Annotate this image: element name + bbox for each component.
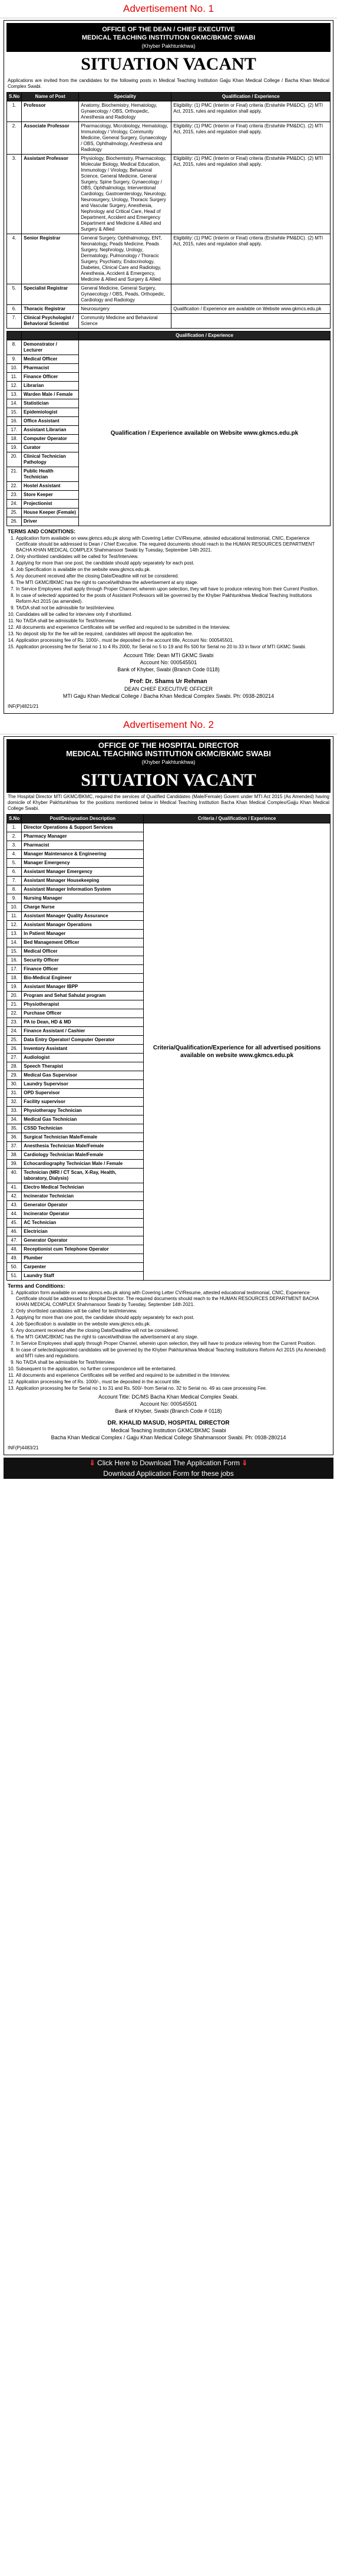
- ad2-col-post: Post/Designation Description: [22, 815, 144, 823]
- table-row: [7, 314, 331, 329]
- row-number: 34.: [7, 1115, 22, 1124]
- ad2-terms-list: [6, 1290, 331, 1392]
- post-designation: Bed Management Officer: [22, 938, 144, 947]
- row-number: 4.: [7, 850, 22, 859]
- post-designation: Plumber: [22, 1254, 144, 1263]
- row-number: 19.: [7, 983, 22, 992]
- row-number: 9.: [7, 894, 22, 903]
- list-number: 23.: [7, 491, 22, 500]
- row-number: 16.: [7, 956, 22, 965]
- post-designation: Technician (MRI / CT Scan, X-Ray, Health, laboratory, Dialysis): [22, 1169, 144, 1183]
- term-item: 10. Candidates will be called for interview only if shortlisted.: [16, 612, 328, 618]
- row-number: 28.: [7, 1062, 22, 1071]
- table-row: [7, 305, 331, 314]
- ad1-posts-table: [6, 92, 331, 329]
- row-number: 5.: [7, 859, 22, 868]
- term-item: 12. All documents and experience Certificates will be verified and required to be submitted in the Interview.: [16, 625, 328, 631]
- row-number: 5.: [7, 284, 22, 305]
- ad2-province: (Khyber Pakhtunkhwa): [141, 759, 196, 765]
- ad2-posts-table: [6, 814, 331, 1281]
- post-designation: Laundry Staff: [22, 1272, 144, 1281]
- advertisement-2: [4, 736, 333, 1455]
- ad1-heading: Advertisement No. 1: [0, 0, 337, 18]
- list-post: Driver: [22, 517, 79, 526]
- list-post: Warden Male / Female: [22, 390, 79, 399]
- ad1-title: SITUATION VACANT: [81, 54, 256, 74]
- list-post: Assistant Librarian: [22, 426, 79, 435]
- post-designation: PA to Dean, HD & MD: [22, 1018, 144, 1027]
- list-post: Pharmacist: [22, 364, 79, 373]
- row-number: 1.: [7, 823, 22, 832]
- post-designation: Receptionist cum Telephone Operator: [22, 1245, 144, 1254]
- ad2-ipr: INF(P)4483/21: [8, 1445, 39, 1451]
- list-post: Computer Operator: [22, 435, 79, 444]
- post-designation: Inventory Assistant: [22, 1045, 144, 1054]
- row-number: 50.: [7, 1263, 22, 1272]
- download-link-1[interactable]: [4, 1458, 333, 1468]
- post-speciality: Pharmacology, Microbiology, Hematology, Immunology / Virology, Community Medicine, General Surgery, Gynaecology / OBS, Ophthalmology, Anesthesia and Radiology: [79, 122, 171, 155]
- post-speciality: Physiology, Biochemistry, Pharmacology, Molecular Biology, Medical Education, Immunology / Virology, Behavioral Science, General Medicine, General Surgery, Spine Surgery, Gynaecology / OBS, Ophthalmology, Interventional Cardiology, Gastroenterology, Neurology, Neurosurgery, Urology, Thoracic Surgery and Vascular Surgery, Anesthesia, Nephrology and Critical Care, Head of Department, Accident and Emergency Department and Medicine & Allied and Surgery & Allied: [79, 155, 171, 234]
- ad2-bank: [6, 1392, 331, 1416]
- col-speciality: Speciality: [79, 93, 171, 101]
- term-item: 5. Any document received after the closing Date/Deadline will not be considered.: [16, 1328, 328, 1334]
- post-qualification: [171, 314, 331, 329]
- criteria-note: Criteria/Qualification/Experience for all advertised positions available on website www.gkmcs.edu.pk: [144, 823, 331, 1281]
- post-designation: Speech Therapist: [22, 1062, 144, 1071]
- term-item: 6. The MTI GKMC/BKMC has the right to cancel/withdraw the advertisement at any stage.: [16, 1334, 328, 1340]
- list-post: Demonstrator / Lecturer: [22, 340, 79, 355]
- list-number: 12.: [7, 382, 22, 390]
- post-designation: AC Technician: [22, 1219, 144, 1228]
- list-post: Librarian: [22, 382, 79, 390]
- term-item: 8. In case of selected/ appointed for the posts of Assistant Professors will be governed by the Khyber Pakhtunkhwa Medical Teaching Institutions Reform Act 2015 (as amended).: [16, 593, 328, 605]
- post-designation: Incinerator Technician: [22, 1192, 144, 1201]
- list-post: Public Health Technician: [22, 467, 79, 482]
- post-designation: Security Officer: [22, 956, 144, 965]
- row-number: 40.: [7, 1169, 22, 1183]
- post-designation: Incinerator Operator: [22, 1210, 144, 1219]
- row-number: 11.: [7, 912, 22, 921]
- post-qualification: Eligibility: (1) PMC (Interim or Final) criteria (Erstwhile PM&DC). (2) MTI Act, 2015, rules and regulation shall apply.: [171, 155, 331, 234]
- post-designation: Assistant Manager Information System: [22, 885, 144, 894]
- list-number: 18.: [7, 435, 22, 444]
- post-qualification: Eligibility: (1) PMC (Interim or Final) criteria (Erstwhile PM&DC). (2) MTI Act, 2015, rules and regulation shall apply.: [171, 122, 331, 155]
- ad1-account-no: Account No: 000545501: [140, 659, 197, 665]
- row-number: 7.: [7, 314, 22, 329]
- post-designation: Charge Nurse: [22, 903, 144, 912]
- post-designation: Nursing Manager: [22, 894, 144, 903]
- ad1-terms-list: [6, 536, 331, 650]
- post-name: Assistant Professor: [22, 155, 79, 234]
- post-designation: Data Entry Operator/ Computer Operator: [22, 1036, 144, 1045]
- post-designation: Bio-Medical Engineer: [22, 974, 144, 983]
- row-number: 6.: [7, 305, 22, 314]
- term-item: 5. Any document received after the closing Date/Deadline will not be considered.: [16, 573, 328, 579]
- post-speciality: Neurosurgery: [79, 305, 171, 314]
- ad2-signatory: DR. KHALID MASUD, HOSPITAL DIRECTOR: [107, 1420, 230, 1426]
- post-speciality: Community Medicine and Behavioral Science: [79, 314, 171, 329]
- row-number: 7.: [7, 877, 22, 885]
- row-number: 14.: [7, 938, 22, 947]
- term-item: 6. The MTI GKMC/BKMC has the right to cancel/withdraw the advertisement at any stage.: [16, 580, 328, 586]
- ad2-heading: Advertisement No. 2: [0, 716, 337, 734]
- term-item: 9. No TA/DA shall be admissible for Test/Interview.: [16, 1360, 328, 1366]
- list-post: Medical Officer: [22, 355, 79, 364]
- list-post: Office Assistant: [22, 417, 79, 426]
- row-number: 22.: [7, 1009, 22, 1018]
- row-number: 38.: [7, 1151, 22, 1160]
- post-qualification: Qualification / Experience are available on Website www.gkmcs.edu.pk: [171, 305, 331, 314]
- post-designation: Manager Emergency: [22, 859, 144, 868]
- term-item: 11. No TA/DA shall be admissible for Test/Interview.: [16, 618, 328, 624]
- ad1-terms-title: TERMS AND CONDITIONS:: [8, 529, 76, 534]
- list-number: 8.: [7, 340, 22, 355]
- row-number: 6.: [7, 868, 22, 877]
- list-post: Statistician: [22, 399, 79, 408]
- list-number: 22.: [7, 482, 22, 491]
- post-designation: Surgical Technician Male/Female: [22, 1133, 144, 1142]
- list-number: 20.: [7, 452, 22, 467]
- term-item: 12. Application processing fee of Rs. 1000/-, must be deposited in the account title.: [16, 1379, 328, 1385]
- ad2-account-title: Account Title: DC/MS Bacha Khan Medical Complex Swabi.: [98, 1394, 239, 1400]
- row-number: 3.: [7, 841, 22, 850]
- list-post: Clinical Technician Pathology: [22, 452, 79, 467]
- term-item: 7. In Service Employees shall apply through Proper Channel, wherein upon selection, they will have to produce relieving from the Current Position.: [16, 1341, 328, 1347]
- row-number: 21.: [7, 1000, 22, 1009]
- post-designation: Assistant Manager Operations: [22, 921, 144, 930]
- post-designation: Generator Operator: [22, 1236, 144, 1245]
- table-row: [7, 101, 331, 122]
- list-number: 16.: [7, 417, 22, 426]
- ad2-title: SITUATION VACANT: [6, 768, 331, 793]
- post-qualification: [171, 284, 331, 305]
- post-designation: Purchase Officer: [22, 1009, 144, 1018]
- list-number: 11.: [7, 373, 22, 382]
- row-number: 46.: [7, 1228, 22, 1236]
- ad1-province: (Khyber Pakhtunkhwa): [141, 43, 196, 49]
- ad2-account-no: Account No: 000545501: [140, 1401, 197, 1407]
- table-row: [7, 234, 331, 284]
- row-number: 44.: [7, 1210, 22, 1219]
- row-number: 27.: [7, 1054, 22, 1062]
- download-banner[interactable]: [4, 1458, 333, 1479]
- post-designation: Pharmacist: [22, 841, 144, 850]
- post-speciality: General Medicine, General Surgery, Gynaecology / OBS, Peads, Orthopedic, Cardiology and Radiology: [79, 284, 171, 305]
- term-item: 1. Application form available on www.gkmcs.edu.pk along with Covering Letter CV/Resume, attested educational testimonial, CNIC, Experience Certificate should be addressed to Hospital Director. The required documents should reach to the HUMAN RESOURCES DEPARTMENT BACHA KHAN MEDICAL COMPLEX Shahmansoor Swabi by Tuesday, September 14th 2021.: [16, 1290, 328, 1308]
- post-designation: Program and Sehat Sahulat program: [22, 992, 144, 1000]
- ad1-office: OFFICE OF THE DEAN / CHIEF EXECUTIVE: [102, 26, 235, 33]
- ad2-sign-address: Bacha Khan Medical Complex / Gajju Khan Medical College Shahmansoor Swabi. Ph: 0938-280214: [51, 1435, 286, 1440]
- term-item: 14. Application processing fee of Rs. 1000/-, must be deposited in the account title, Account No: 000545501.: [16, 638, 328, 644]
- term-item: 3. Applying for more than one post, the candidate should apply separately for each post.: [16, 560, 328, 566]
- row-number: 15.: [7, 947, 22, 956]
- ad2-col-sno: S.No: [7, 815, 22, 823]
- post-designation: Cardiology Technician Male/Female: [22, 1151, 144, 1160]
- arrow-down-icon: ⇓: [242, 1459, 248, 1467]
- ad1-list-table: [6, 331, 331, 526]
- ad2-terms-title: Terms and Conditions:: [8, 1283, 65, 1289]
- ad2-signature: [6, 1416, 331, 1443]
- row-number: 2.: [7, 122, 22, 155]
- row-number: 25.: [7, 1036, 22, 1045]
- table-row: [7, 155, 331, 234]
- row-number: 29.: [7, 1071, 22, 1080]
- ad1-bank-name: Bank of Khyber, Swabi (Branch Code 0118): [117, 667, 220, 672]
- post-designation: Assistant Manager IBPP: [22, 983, 144, 992]
- term-item: 2. Only shortlisted candidates will be called for Test/Interview.: [16, 554, 328, 560]
- list-number: 9.: [7, 355, 22, 364]
- post-designation: In Patient Manager: [22, 930, 144, 938]
- post-designation: Assistant Manager Housekeeping: [22, 877, 144, 885]
- row-number: 45.: [7, 1219, 22, 1228]
- term-item: 4. Job Specification is available on the website www.gkmcs.edu.pk.: [16, 1321, 328, 1327]
- post-designation: Finance Assistant / Cashier: [22, 1027, 144, 1036]
- row-number: 48.: [7, 1245, 22, 1254]
- ad1-signatory: Prof: Dr. Shams Ur Rehman: [130, 678, 207, 685]
- list-post: Finance Officer: [22, 373, 79, 382]
- post-designation: Laundry Supervisor: [22, 1080, 144, 1089]
- ad1-signature: [6, 674, 331, 702]
- download-link-1-text: Click Here to Download The Application Form: [97, 1459, 240, 1467]
- post-designation: Electrician: [22, 1228, 144, 1236]
- post-designation: Physiotherapist: [22, 1000, 144, 1009]
- list-number: 26.: [7, 517, 22, 526]
- download-link-2[interactable]: Download Application Form for these jobs: [103, 1469, 234, 1478]
- post-designation: Medical Gas Supervisor: [22, 1071, 144, 1080]
- list-number: 13.: [7, 390, 22, 399]
- ad2-sign-role: Medical Teaching Institution GKMC/BKMC Swabi: [111, 1428, 226, 1433]
- list-post: Epidemiologist: [22, 408, 79, 417]
- term-item: 10. Subsequent to the application, no further correspondence will be entertained.: [16, 1366, 328, 1372]
- post-designation: Medical Officer: [22, 947, 144, 956]
- ad1-institution: MEDICAL TEACHING INSTITUTION GKMC/BKMC SWABI: [81, 34, 256, 41]
- term-item: 15. Application processing fee for Serial no 1 to 4 Rs 2000, for Serial no 5 to 19 and Rs 500 for Serial no 20 to 33 in favor of MTI GKMC Swabi.: [16, 644, 328, 650]
- row-number: 8.: [7, 885, 22, 894]
- row-number: 10.: [7, 903, 22, 912]
- ad1-account-title: Account Title: Dean MTI GKMC Swabi: [123, 652, 214, 658]
- row-number: 24.: [7, 1027, 22, 1036]
- post-name: Thoracic Registrar: [22, 305, 79, 314]
- list-qualification: Qualification / Experience available on Website www.gkmcs.edu.pk: [79, 340, 331, 526]
- post-designation: Facility supervisor: [22, 1098, 144, 1107]
- term-item: 8. In case of selected/appointed candidates will be governed by the Khyber Pakhtunkhwa Medical Teaching Institutions Reform Act 2015 (As Amended) and MTI rules and regulations.: [16, 1347, 328, 1359]
- row-number: 23.: [7, 1018, 22, 1027]
- arrow-down-icon: ⇓: [89, 1459, 95, 1467]
- post-designation: OPD Supervisor: [22, 1089, 144, 1098]
- list-post: Curator: [22, 444, 79, 452]
- post-speciality: Anatomy, Biochemistry, Hematology, Gynaecology / OBS, Orthopedic, Anesthesia and Radiology: [79, 101, 171, 122]
- row-number: 30.: [7, 1080, 22, 1089]
- post-qualification: Eligibility: (1) PMC (Interim or Final) criteria (Erstwhile PM&DC). (2) MTI Act, 2015, rules and regulation shall apply.: [171, 234, 331, 284]
- post-designation: Electro Medical Technician: [22, 1183, 144, 1192]
- ad1-ipr: INF(P)4821/21: [8, 704, 39, 709]
- post-designation: Manager Maintenance & Engineering: [22, 850, 144, 859]
- ad2-institution: MEDICAL TEACHING INSTITUTION GKMC/BKMC SWABI: [66, 749, 271, 758]
- row-number: 36.: [7, 1133, 22, 1142]
- term-item: 13. Application processing fee for Serial no 1 to 31 and Rs. 500/- from Serial no. 32 to Serial no. 49 as case processing Fee.: [16, 1386, 328, 1392]
- term-item: 9. TA/DA shall not be admissible for test/interview.: [16, 605, 328, 611]
- ad1-titlebar: [6, 23, 331, 52]
- table-row: [7, 284, 331, 305]
- post-qualification: Eligibility: (1) PMC (Interim or Final) criteria (Erstwhile PM&DC). (2) MTI Act, 2015, rules and regulation shall apply.: [171, 101, 331, 122]
- post-designation: Audiologist: [22, 1054, 144, 1062]
- post-designation: Finance Officer: [22, 965, 144, 974]
- row-number: 39.: [7, 1160, 22, 1169]
- col-qualification: Qualification / Experience: [171, 93, 331, 101]
- row-number: 3.: [7, 155, 22, 234]
- col-post: Name of Post: [22, 93, 79, 101]
- post-designation: Anesthesia Technician Male/Female: [22, 1142, 144, 1151]
- list-post: Projectionist: [22, 500, 79, 508]
- row-number: 4.: [7, 234, 22, 284]
- row-number: 17.: [7, 965, 22, 974]
- post-designation: Assistant Manager Quality Assurance: [22, 912, 144, 921]
- post-name: Senior Registrar: [22, 234, 79, 284]
- post-designation: Echocardiography Technician Male / Female: [22, 1160, 144, 1169]
- list-number: 21.: [7, 467, 22, 482]
- term-item: 11. All documents and experience Certificates will be verified and required to be submitted in the Interview.: [16, 1373, 328, 1379]
- row-number: 20.: [7, 992, 22, 1000]
- post-designation: Generator Operator: [22, 1201, 144, 1210]
- row-number: 42.: [7, 1192, 22, 1201]
- row-number: 32.: [7, 1098, 22, 1107]
- post-designation: Director Operations & Support Services: [22, 823, 144, 832]
- post-name: Associate Professor: [22, 122, 79, 155]
- post-designation: Medical Gas Technician: [22, 1115, 144, 1124]
- ad1-bank: [6, 651, 331, 674]
- ad1-intro: Applications are invited from the candidates for the following posts in Medical Teaching Institution Gajju Khan Medical College / Bacha Khan Medical Complex Swabi.: [8, 78, 329, 89]
- list-post: Store Keeper: [22, 491, 79, 500]
- table-row: [7, 122, 331, 155]
- ad1-sign-address: MTI Gajju Khan Medical College / Bacha Khan Medical Complex Swabi. Ph: 0938-280214: [62, 693, 275, 699]
- post-designation: Pharmacy Manager: [22, 832, 144, 841]
- post-name: Professor: [22, 101, 79, 122]
- row-number: 41.: [7, 1183, 22, 1192]
- term-item: 1. Application form available on www.gkmcs.edu.pk along with Covering Letter CV/Resume, attested educational testimonial, CNIC, Experience Certificate should be addressed to Dean / Chief Executive. The required documents should reach to the HUMAN RESOURCES DEPARTMENT BACHA KHAN MEDICAL COMPLEX Shahmansoor Swabi by Tuesday, September 14th 2021.: [16, 536, 328, 553]
- list-number: 19.: [7, 444, 22, 452]
- row-number: 2.: [7, 832, 22, 841]
- term-item: 2. Only shortlisted candidates will be called for test/interview.: [16, 1308, 328, 1314]
- list-number: 15.: [7, 408, 22, 417]
- row-number: 26.: [7, 1045, 22, 1054]
- list-number: 25.: [7, 508, 22, 517]
- list-number: 17.: [7, 426, 22, 435]
- ad2-titlebar: [6, 739, 331, 768]
- ad2-office: OFFICE OF THE HOSPITAL DIRECTOR: [98, 741, 239, 750]
- advertisement-1: [4, 20, 333, 714]
- ad2-col-criteria: Criteria / Qualification / Experience: [144, 815, 331, 823]
- row-number: 12.: [7, 921, 22, 930]
- row-number: 49.: [7, 1254, 22, 1263]
- ad2-bank-name: Bank of Khyber, Swabi (Branch Code # 0118): [115, 1408, 222, 1414]
- post-name: Clinical Psychologist / Behavioral Scientist: [22, 314, 79, 329]
- row-number: 35.: [7, 1124, 22, 1133]
- row-number: 1.: [7, 101, 22, 122]
- term-item: 4. Job Specification is available on the website www.gkmcs.edu.pk.: [16, 567, 328, 573]
- ad1-sign-role: DEAN CHIEF EXECUTIVE OFFICER: [124, 686, 213, 692]
- list-row: [7, 340, 331, 355]
- term-item: 7. In Service Employees shall apply through Proper Channel, wherein upon selection, they will have to produce relieving from their Current Position.: [16, 586, 328, 592]
- post-designation: Carpenter: [22, 1263, 144, 1272]
- list-post: Hostel Assistant: [22, 482, 79, 491]
- list-number: 10.: [7, 364, 22, 373]
- list-qual-header: Qualification / Experience: [79, 332, 331, 340]
- list-number: 14.: [7, 399, 22, 408]
- row-number: 18.: [7, 974, 22, 983]
- ad2-intro: The Hospital Director MTI GKMC/BKMC, required the services of Qualified Candidates (Male/Female) Govern under MTI Act 2015 (As Amended) having domicile of Khyber Pakhtunkhwa for the positions mentioned below in Medical Teaching Institution Bacha Khan Medical Complex/Gajju Khan Medical College Swabi.: [8, 794, 329, 811]
- row-number: 13.: [7, 930, 22, 938]
- term-item: 3. Applying for more than one post, the candidate should apply separately for each post.: [16, 1315, 328, 1321]
- row-number: 33.: [7, 1107, 22, 1115]
- post-name: Specialist Registrar: [22, 284, 79, 305]
- row-number: 43.: [7, 1201, 22, 1210]
- table-row: [7, 823, 331, 832]
- post-designation: Assistant Manager Emergency: [22, 868, 144, 877]
- row-number: 37.: [7, 1142, 22, 1151]
- list-number: 24.: [7, 500, 22, 508]
- col-sno: S.No: [7, 93, 22, 101]
- row-number: 31.: [7, 1089, 22, 1098]
- post-speciality: General Surgery, Ophthalmology, ENT, Neonatology, Peads Medicine, Peads Surgery, Nephrology, Urology, Dermatology, Pulmonology / Thoracic Surgery, Psychiatry, Endocrinology, Diabetes, Clinical Care and Radiology, Anesthesia, Accident & Emergency, Medicine & Allied and Surgery & Allied: [79, 234, 171, 284]
- row-number: 51.: [7, 1272, 22, 1281]
- post-designation: CSSD Technician: [22, 1124, 144, 1133]
- post-designation: Physiotherapy Technician: [22, 1107, 144, 1115]
- row-number: 47.: [7, 1236, 22, 1245]
- term-item: 13. No deposit slip for the fee will be required, candidates will deposit the application fee.: [16, 631, 328, 637]
- list-post: House Keeper (Female): [22, 508, 79, 517]
